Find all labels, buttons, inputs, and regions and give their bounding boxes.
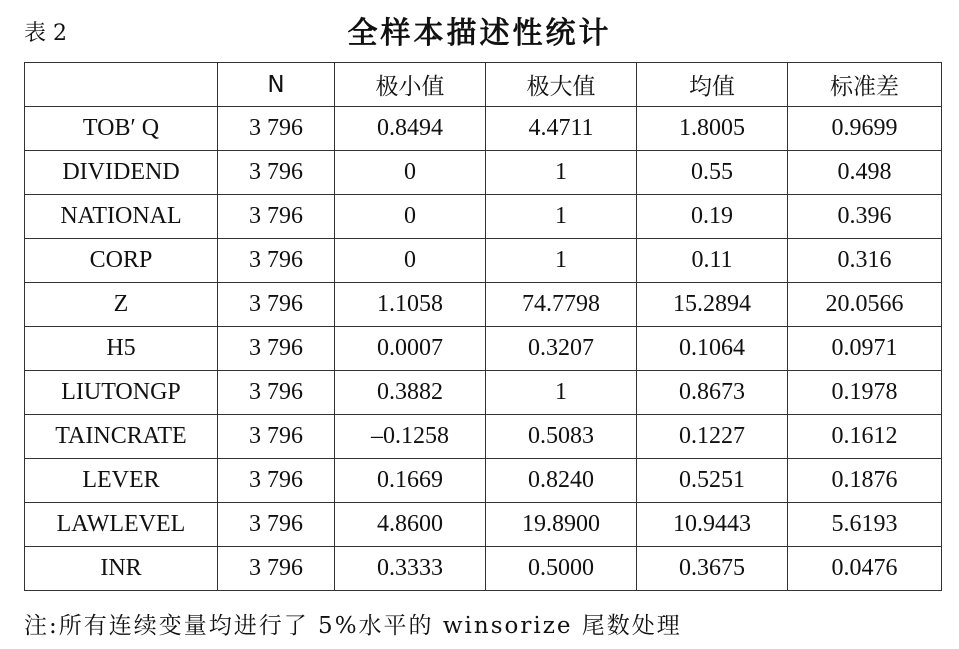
- cell-min: 0.8494: [335, 107, 486, 151]
- table-row: [25, 151, 942, 195]
- header-cell-mean: 均值: [637, 63, 788, 107]
- cell-max: 1: [486, 195, 637, 239]
- header-cell-min: 极小值: [335, 63, 486, 107]
- cell-max: 4.4711: [486, 107, 637, 151]
- cell-variable: CORP: [25, 239, 218, 283]
- cell-variable: LAWLEVEL: [25, 503, 218, 547]
- cell-max: 1: [486, 239, 637, 283]
- table-row: [25, 503, 942, 547]
- cell-mean: 0.1064: [637, 327, 788, 371]
- cell-mean: 0.19: [637, 195, 788, 239]
- cell-min: 0.1669: [335, 459, 486, 503]
- cell-min: –0.1258: [335, 415, 486, 459]
- cell-variable: DIVIDEND: [25, 151, 218, 195]
- cell-std: 0.396: [788, 195, 942, 239]
- cell-n: 3 796: [218, 151, 335, 195]
- cell-mean: 0.55: [637, 151, 788, 195]
- header-cell-std: 标准差: [788, 63, 942, 107]
- cell-min: 0.3882: [335, 371, 486, 415]
- cell-variable: INR: [25, 547, 218, 591]
- cell-max: 0.5000: [486, 547, 637, 591]
- cell-mean: 0.3675: [637, 547, 788, 591]
- cell-variable: Z: [25, 283, 218, 327]
- cell-max: 74.7798: [486, 283, 637, 327]
- cell-mean: 0.11: [637, 239, 788, 283]
- cell-min: 4.8600: [335, 503, 486, 547]
- cell-mean: 0.8673: [637, 371, 788, 415]
- cell-max: 1: [486, 371, 637, 415]
- table-row: [25, 283, 942, 327]
- cell-n: 3 796: [218, 327, 335, 371]
- table-row: [25, 195, 942, 239]
- cell-std: 0.1612: [788, 415, 942, 459]
- page-title: 全样本描述性统计: [347, 16, 612, 51]
- cell-min: 0.0007: [335, 327, 486, 371]
- cell-std: 0.9699: [788, 107, 942, 151]
- header-cell-n: N: [218, 63, 335, 107]
- cell-std: 0.0476: [788, 547, 942, 591]
- header-row: [25, 63, 942, 107]
- cell-mean: 1.8005: [637, 107, 788, 151]
- table-row: [25, 107, 942, 151]
- cell-mean: 0.5251: [637, 459, 788, 503]
- cell-n: 3 796: [218, 107, 335, 151]
- cell-max: 19.8900: [486, 503, 637, 547]
- cell-variable: H5: [25, 327, 218, 371]
- cell-n: 3 796: [218, 415, 335, 459]
- cell-max: 0.3207: [486, 327, 637, 371]
- cell-std: 5.6193: [788, 503, 942, 547]
- cell-n: 3 796: [218, 283, 335, 327]
- cell-variable: LIUTONGP: [25, 371, 218, 415]
- cell-max: 0.8240: [486, 459, 637, 503]
- cell-min: 0: [335, 239, 486, 283]
- cell-std: 20.0566: [788, 283, 942, 327]
- cell-n: 3 796: [218, 547, 335, 591]
- cell-max: 0.5083: [486, 415, 637, 459]
- cell-variable: NATIONAL: [25, 195, 218, 239]
- cell-std: 0.498: [788, 151, 942, 195]
- cell-mean: 0.1227: [637, 415, 788, 459]
- table-row: [25, 459, 942, 503]
- cell-std: 0.1876: [788, 459, 942, 503]
- cell-std: 0.0971: [788, 327, 942, 371]
- cell-variable: LEVER: [25, 459, 218, 503]
- cell-n: 3 796: [218, 503, 335, 547]
- cell-min: 0: [335, 151, 486, 195]
- cell-variable: TOB′ Q: [25, 107, 218, 151]
- table-label: 表 2: [24, 21, 67, 46]
- cell-min: 0: [335, 195, 486, 239]
- cell-variable: TAINCRATE: [25, 415, 218, 459]
- cell-n: 3 796: [218, 459, 335, 503]
- cell-min: 1.1058: [335, 283, 486, 327]
- table-body: [25, 107, 942, 591]
- cell-std: 0.1978: [788, 371, 942, 415]
- header-cell-variable: [25, 63, 218, 107]
- header-cell-max: 极大值: [486, 63, 637, 107]
- table-row: [25, 327, 942, 371]
- cell-mean: 15.2894: [637, 283, 788, 327]
- cell-n: 3 796: [218, 195, 335, 239]
- cell-n: 3 796: [218, 371, 335, 415]
- cell-max: 1: [486, 151, 637, 195]
- cell-mean: 10.9443: [637, 503, 788, 547]
- cell-std: 0.316: [788, 239, 942, 283]
- table-row: [25, 239, 942, 283]
- cell-min: 0.3333: [335, 547, 486, 591]
- table-row: [25, 547, 942, 591]
- table-note: 注:所有连续变量均进行了 5%水平的 winsorize 尾数处理: [24, 613, 682, 639]
- descriptive-stats-table: [24, 62, 942, 591]
- table-row: [25, 371, 942, 415]
- table-row: [25, 415, 942, 459]
- cell-n: 3 796: [218, 239, 335, 283]
